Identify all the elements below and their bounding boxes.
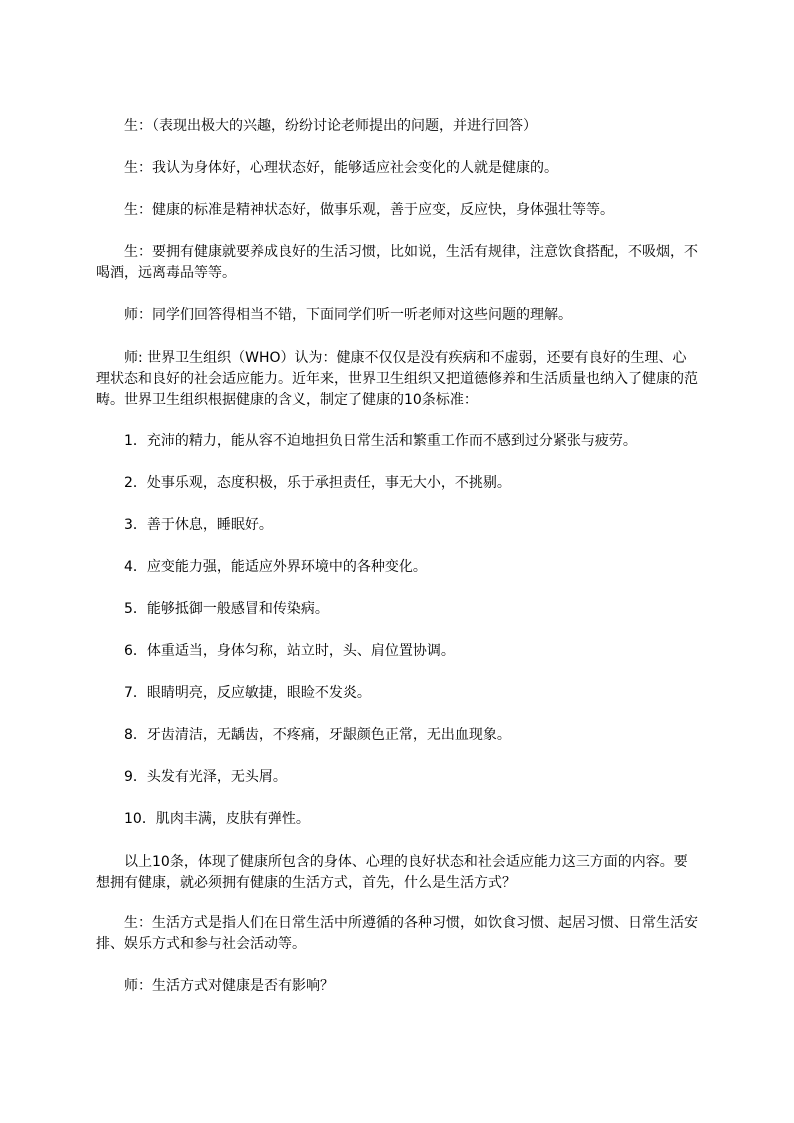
paragraph-6: 师: 世界卫生组织（WHO）认为：健康不仅仅是没有疾病和不虚弱，还要有良好的生理、心理状态和良好的社会适应能力。近年来，世界卫生组织又把道德修养和生活质量也纳入了健康的范畴。世界卫生组织根据健康的含义，制定了健康的10条标准： — [96, 350, 698, 408]
list-item-9: 9．头发有光泽，无头屑。 — [124, 769, 287, 785]
paragraph-1: 生：（表现出极大的兴趣，纷纷讨论老师提出的问题，并进行回答） — [124, 118, 537, 134]
list-item-3: 3．善于休息，睡眠好。 — [124, 517, 273, 533]
list-item-4: 4．应变能力强，能适应外界环境中的各种变化。 — [124, 559, 427, 575]
list-item-10: 10．肌肉丰满，皮肤有弹性。 — [124, 811, 310, 827]
paragraph-4: 生：要拥有健康就要养成良好的生活习惯，比如说，生活有规律，注意饮食搭配，不吸烟，不喝酒，远离毒品等等。 — [96, 244, 698, 281]
list-item-7: 7．眼睛明亮，反应敏捷，眼睑不发炎。 — [124, 685, 371, 701]
list-item-8: 8．牙齿清洁，无龋齿，不疼痛，牙龈颜色正常，无出血现象。 — [124, 727, 511, 743]
paragraph-9: 师：生活方式对健康是否有影响？ — [124, 978, 334, 994]
paragraph-8: 生：生活方式是指人们在日常生活中所遵循的各种习惯，如饮食习惯、起居习惯、日常生活安排、娱乐方式和参与社会活动等。 — [96, 915, 698, 952]
list-item-1: 1．充沛的精力，能从容不迫地担负日常生活和繁重工作而不感到过分紧张与疲劳。 — [124, 433, 637, 449]
list-item-6: 6．体重适当，身体匀称，站立时，头、肩位置协调。 — [124, 643, 455, 659]
list-item-5: 5．能够抵御一般感冒和传染病。 — [124, 601, 329, 617]
list-item-2: 2．处事乐观，态度积极，乐于承担责任，事无大小，不挑剔。 — [124, 475, 511, 491]
paragraph-5: 师：同学们回答得相当不错，下面同学们听一听老师对这些问题的理解。 — [124, 307, 572, 323]
paragraph-3: 生：健康的标准是精神状态好，做事乐观，善于应变，反应快，身体强壮等等。 — [124, 202, 614, 218]
paragraph-7: 以上10条，体现了健康所包含的身体、心理的良好状态和社会适应能力这三方面的内容。要想拥有健康，就必须拥有健康的生活方式，首先，什么是生活方式？ — [96, 854, 688, 891]
paragraph-2: 生：我认为身体好，心理状态好，能够适应社会变化的人就是健康的。 — [124, 160, 558, 176]
